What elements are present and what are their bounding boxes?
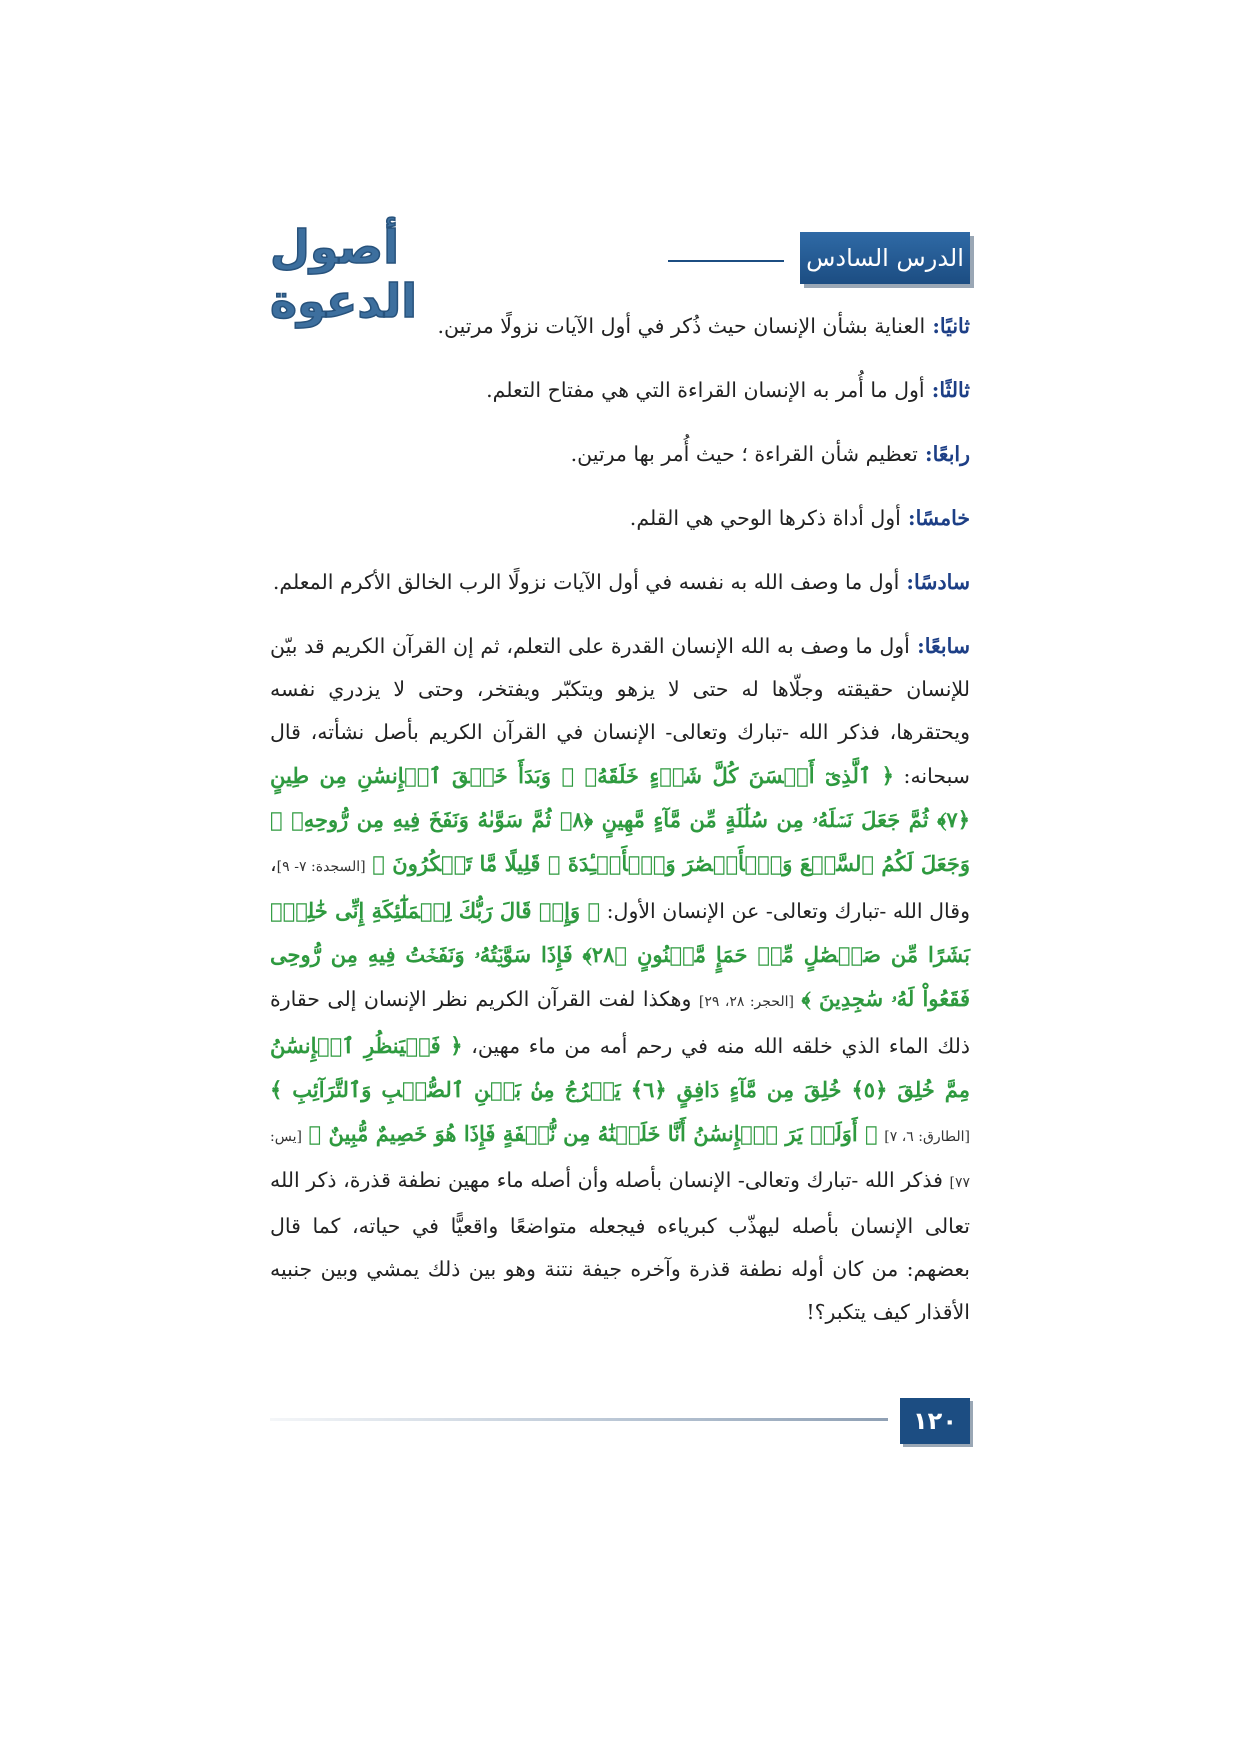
paragraph-label: سادسًا <box>914 570 970 594</box>
paragraph-text: أول ما وصف به الله الإنسان القدرة على التعلم، ثم إن القرآن الكريم قد بيّن للإنسان حقيقته وجلّاها له حتى لا يزهو ويتكبّر ويفتخر، وحتى لا يزدري نفسه ويحتقرها، فذكر الله -تبارك وتعالى- الإنسان في القرآن الكريم بأصل نشأته، قال سبحانه: <box>270 634 970 788</box>
book-title: أصول الدعوة <box>270 220 418 328</box>
paragraph-label: سابعًا <box>924 634 970 658</box>
paragraph-label: خامسًا <box>915 506 970 530</box>
verse-reference: [السجدة: ٧- ٩] <box>276 859 366 875</box>
paragraph-text: أول ما وصف الله به نفسه في أول الآيات نزولًا الرب الخالق الأكرم المعلم. <box>272 570 900 594</box>
paragraph-text: ، وقال الله -تبارك وتعالى- عن الإنسان الأول: <box>270 852 970 923</box>
page-number: ١٢٠ <box>900 1398 970 1444</box>
quran-verse: ﴿ وَإِذۡ قَالَ رَبُّكَ لِلۡمَلَٰٓئِكَةِ إِنِّى خَٰلِقُۢ بَشَرًا مِّن صَلۡصَٰلٍ مِّنۡ حَمَإٍ مَّسۡنُونٍ ﴿٢٨﴾ فَإِذَا سَوَّيۡتُهُۥ وَنَفَخۡتُ فِيهِ مِن رُّوحِى فَقَعُواْ لَهُۥ سَٰجِدِينَ ﴾ <box>270 898 970 1011</box>
paragraph-text: فذكر الله -تبارك وتعالى- الإنسان بأصله وأن أصله ماء مهين نطفة قذرة، ذكر الله تعالى الإنسان بأصله ليهذّب كبرياءه فيجعله متواضعًا واقعيًّا في حياته، كما قال بعضهم: من كان أوله نطفة قذرة وآخره جيفة نتنة وهو بين ذلك يمشي وبين جنبيه الأقذار كيف يتكبر؟! <box>270 1168 970 1324</box>
paragraph-second: ثانيًا: العناية بشأن الإنسان حيث ذُكر في أول الآيات نزولًا مرتين. <box>437 314 970 338</box>
paragraph-label: رابعًا <box>932 442 970 466</box>
quran-verse: ﴿ فَلۡيَنظُرِ ٱلۡإِنسَٰنُ مِمَّ خُلِقَ ﴿٥﴾ خُلِقَ مِن مَّآءٍ دَافِقٍ ﴿٦﴾ يَخۡرُجُ مِنۢ بَيۡنِ ٱلصُّلۡبِ وَٱلتَّرَآئِبِ ﴾ <box>270 1033 970 1102</box>
verse-reference: [الحجر: ٢٨، ٢٩] <box>698 994 794 1010</box>
quran-verse: ﴿ أَوَلَمۡ يَرَ ٱلۡإِنسَٰنُ أَنَّا خَلَقۡنَٰهُ مِن نُّطۡفَةٍ فَإِذَا هُوَ خَصِيمٌ مُّبِينٌ ﴾ <box>308 1121 878 1146</box>
paragraph-text: تعظيم شأن القراءة ؛ حيث أُمر بها مرتين. <box>570 442 918 466</box>
paragraph-seventh: سابعًا: أول ما وصف به الله الإنسان القدرة على التعلم، ثم إن القرآن الكريم قد بيّن للإنسان حقيقته وجلّاها له حتى لا يزهو ويتكبّر ويفتخر، وحتى لا يزدري نفسه ويحتقرها، فذكر الله -تبارك وتعالى- الإنسان في القرآن الكريم بأصل نشأته، قال سبحانه: ﴿ ٱلَّذِىٓ أَحۡسَنَ كُلَّ شَىۡءٍ خَلَقَهُۥ ۖ وَبَدَأَ خَلۡقَ ٱلۡإِنسَٰنِ مِن طِينٍ ﴿٧﴾ ثُمَّ جَعَلَ نَسۡلَهُۥ مِن سُلَٰلَةٍ مِّن مَّآءٍ مَّهِينٍ ﴿٨﴾ ثُمَّ سَوَّىٰهُ وَنَفَخَ فِيهِ مِن رُّوحِهِۦ ۖ وَجَعَلَ لَكُمُ ٱلسَّمۡعَ وَٱلۡأَبۡصَٰرَ وَٱلۡأَفۡـِٔدَةَ ۚ قَلِيلًا مَّا تَشۡكُرُونَ ﴾ [السجدة: ٧- ٩]، وقال الله -تبارك وتعالى- عن الإنسان الأول: ﴿ وَإِذۡ قَالَ رَبُّكَ لِلۡمَلَٰٓئِكَةِ إِنِّى خَٰلِقُۢ بَشَرًا مِّن صَلۡصَٰلٍ مِّنۡ حَمَإٍ مَّسۡنُونٍ ﴿٢٨﴾ فَإِذَا سَوَّيۡتُهُۥ وَنَفَخۡتُ فِيهِ مِن رُّوحِى فَقَعُواْ لَهُۥ سَٰجِدِينَ ﴾ [الحجر: ٢٨، ٢٩] وهكذا لفت القرآن الكريم نظر الإنسان إلى حقارة ذلك الماء الذي خلقه الله منه في رحم أمه من ماء مهين، ﴿ فَلۡيَنظُرِ ٱلۡإِنسَٰنُ مِمَّ خُلِقَ ﴿٥﴾ خُلِقَ مِن مَّآءٍ دَافِقٍ ﴿٦﴾ يَخۡرُجُ مِنۢ بَيۡنِ ٱلصُّلۡبِ وَٱلتَّرَآئِبِ ﴾ [الطارق: ٦، ٧] ﴿ أَوَلَمۡ يَرَ ٱلۡإِنسَٰنُ أَنَّا خَلَقۡنَٰهُ مِن نُّطۡفَةٍ فَإِذَا هُوَ خَصِيمٌ مُّبِينٌ ﴾ [يس: ٧٧] فذكر الله -تبارك وتعالى- الإنسان بأصله وأن أصله ماء مهين نطفة قذرة، ذكر الله تعالى الإنسان بأصله ليهذّب كبرياءه فيجعله متواضعًا واقعيًّا في حياته، كما قال بعضهم: من كان أوله نطفة قذرة وآخره جيفة نتنة وهو بين ذلك يمشي وبين جنبيه الأقذار كيف يتكبر؟! <box>270 634 970 1324</box>
paragraph-text: العناية بشأن الإنسان حيث ذُكر في أول الآيات نزولًا مرتين. <box>437 314 926 338</box>
verse-reference: [يس: ٧٧] <box>270 1129 970 1191</box>
page-body <box>270 305 970 1334</box>
lesson-badge <box>800 232 970 284</box>
page-footer <box>270 1396 970 1446</box>
footer-divider <box>270 1418 888 1421</box>
paragraph-sixth: سادسًا: أول ما وصف الله به نفسه في أول الآيات نزولًا الرب الخالق الأكرم المعلم. <box>272 570 970 594</box>
paragraph-label: ثانيًا <box>939 314 970 338</box>
paragraph-fifth: خامسًا: أول أداة ذكرها الوحي هي القلم. <box>629 506 970 530</box>
quran-verse: ﴿ ٱلَّذِىٓ أَحۡسَنَ كُلَّ شَىۡءٍ خَلَقَهُۥ ۖ وَبَدَأَ خَلۡقَ ٱلۡإِنسَٰنِ مِن طِينٍ ﴿٧﴾ ثُمَّ جَعَلَ نَسۡلَهُۥ مِن سُلَٰلَةٍ مِّن مَّآءٍ مَّهِينٍ ﴿٨﴾ ثُمَّ سَوَّىٰهُ وَنَفَخَ فِيهِ مِن رُّوحِهِۦ ۖ وَجَعَلَ لَكُمُ ٱلسَّمۡعَ وَٱلۡأَبۡصَٰرَ وَٱلۡأَفۡـِٔدَةَ ۚ قَلِيلًا مَّا تَشۡكُرُونَ ﴾ <box>270 763 970 876</box>
header-divider <box>668 260 784 262</box>
paragraph-label: ثالثًا <box>939 378 970 402</box>
paragraph-fourth: رابعًا: تعظيم شأن القراءة ؛ حيث أُمر بها مرتين. <box>570 442 970 466</box>
verse-reference: [الطارق: ٦، ٧] <box>884 1129 970 1145</box>
paragraph-third: ثالثًا: أول ما أُمر به الإنسان القراءة التي هي مفتاح التعلم. <box>486 378 970 402</box>
lesson-label: الدرس السادس <box>806 244 964 272</box>
paragraph-text: وهكذا لفت القرآن الكريم نظر الإنسان إلى حقارة ذلك الماء الذي خلقه الله منه في رحم أمه من ماء مهين، <box>270 987 970 1058</box>
paragraph-text: أول ما أُمر به الإنسان القراءة التي هي مفتاح التعلم. <box>486 378 925 402</box>
paragraph-text: أول أداة ذكرها الوحي هي القلم. <box>629 506 901 530</box>
